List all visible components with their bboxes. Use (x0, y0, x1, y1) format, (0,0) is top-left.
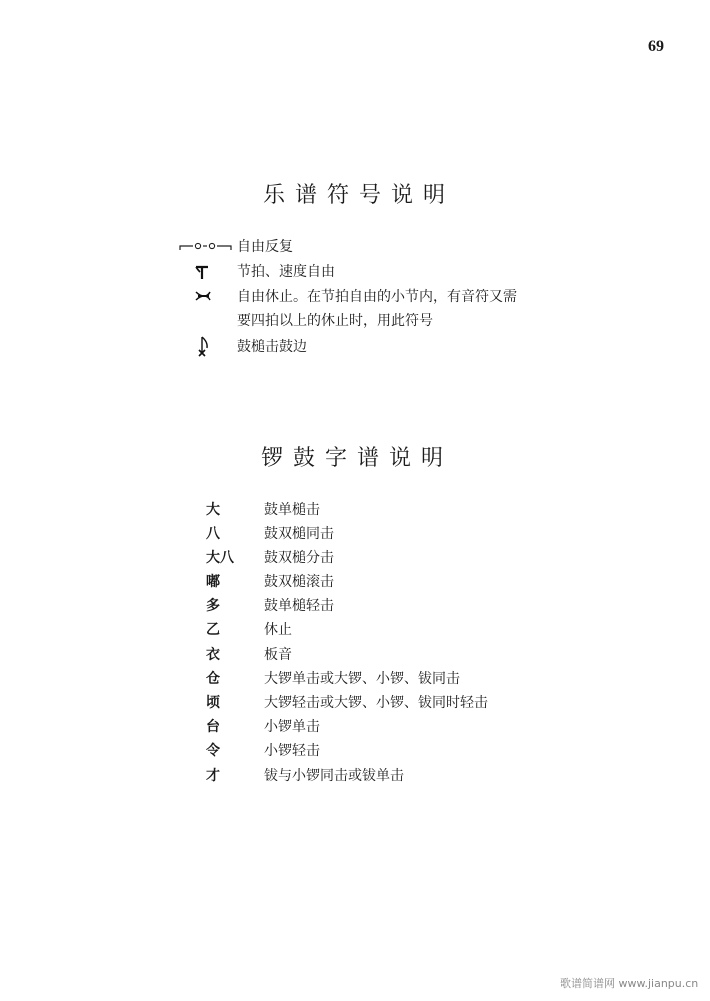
free-tempo-symbol-icon (180, 260, 230, 284)
notation-desc: 大锣单击或大锣、小锣、钹同击 (264, 671, 460, 687)
notation-desc: 钹与小锣同击或钹单击 (264, 768, 404, 784)
notation-desc: 鼓单槌轻击 (264, 598, 334, 614)
symbol-description: 节拍、速度自由 (237, 264, 335, 280)
notation-desc: 休止 (264, 622, 292, 638)
notation-char: 大 (206, 502, 220, 518)
notation-desc: 小锣单击 (264, 719, 320, 735)
notation-desc: 板音 (264, 647, 292, 663)
notation-char: 乙 (206, 622, 220, 638)
notation-char: 嘟 (206, 574, 220, 590)
watermark: 歌谱简谱网 www.jianpu.cn (560, 977, 699, 990)
notation-desc: 鼓双槌同击 (264, 526, 334, 542)
notation-char: 大八 (206, 550, 234, 566)
symbol-description: 鼓槌击鼓边 (237, 339, 307, 355)
notation-desc: 大锣轻击或大锣、小锣、钹同时轻击 (264, 695, 488, 711)
notation-desc: 鼓双槌分击 (264, 550, 334, 566)
notation-char: 多 (206, 598, 220, 614)
notation-char: 仓 (206, 671, 220, 687)
notation-char: 八 (206, 526, 220, 542)
notation-char: 台 (206, 719, 220, 735)
symbol-description: 自由反复 (237, 239, 293, 255)
free-repeat-symbol-icon (180, 235, 230, 259)
notation-desc: 小锣轻击 (264, 743, 320, 759)
page-number: 69 (648, 38, 664, 55)
gong-drum-notation-title: 锣鼓字谱说明 (260, 446, 453, 471)
notation-desc: 鼓双槌滚击 (264, 574, 334, 590)
symbol-description: 自由休止。在节拍自由的小节内，有音符又需 (237, 289, 517, 305)
notation-char: 顷 (206, 695, 220, 711)
notation-char: 令 (206, 743, 220, 759)
notation-symbols-title: 乐谱符号说明 (262, 183, 455, 208)
symbol-description-continued: 要四拍以上的休止时，用此符号 (237, 313, 433, 329)
drum-rim-note-icon (180, 335, 230, 359)
notation-char: 才 (206, 768, 220, 784)
notation-desc: 鼓单槌击 (264, 502, 320, 518)
free-rest-symbol-icon (180, 285, 230, 309)
notation-char: 衣 (206, 647, 220, 663)
